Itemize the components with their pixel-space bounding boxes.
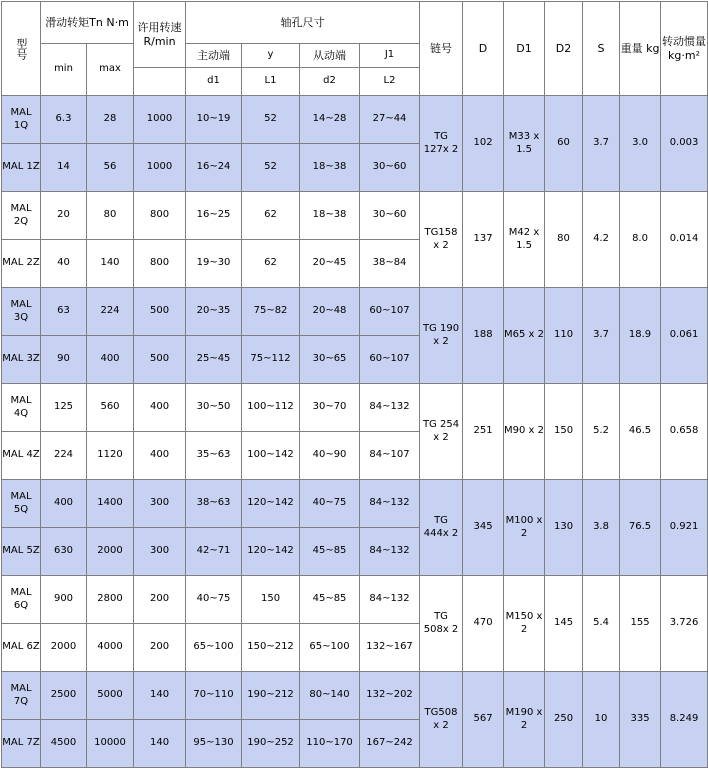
header-S: S [583,2,620,96]
d1-cell: 10~19 [186,96,242,144]
torque-max-cell: 80 [87,192,134,240]
d2-cell: 20~48 [300,288,360,336]
d2-cell: 40~90 [300,432,360,480]
d2-cell: 20~45 [300,240,360,288]
model-cell: MAL 3Z [2,336,41,384]
torque-max-cell: 10000 [87,720,134,768]
l1-cell: 52 [242,96,300,144]
l1-cell: 120~142 [242,480,300,528]
D2-cell: 110 [545,288,583,384]
weight-cell: 76.5 [620,480,661,576]
torque-max-cell: 2800 [87,576,134,624]
model-cell: MAL 4Z [2,432,41,480]
torque-min-cell: 4500 [41,720,87,768]
weight-cell: 18.9 [620,288,661,384]
d1-cell: 19~30 [186,240,242,288]
d1-cell: 40~75 [186,576,242,624]
d1-cell: 16~25 [186,192,242,240]
speed-cell: 400 [134,432,186,480]
weight-cell: 3.0 [620,96,661,192]
coupling-spec-table [1,1,708,768]
speed-cell: 300 [134,528,186,576]
torque-max-cell: 5000 [87,672,134,720]
l1-cell: 75~82 [242,288,300,336]
model-cell: MAL 5Q [2,480,41,528]
speed-cell: 800 [134,240,186,288]
header-chain: 链号 [420,2,463,96]
weight-cell: 155 [620,576,661,672]
speed-cell: 1000 [134,144,186,192]
torque-max-cell: 1400 [87,480,134,528]
chain-cell: TG 190 x 2 [420,288,463,384]
l2-cell: 60~107 [360,288,420,336]
model-cell: MAL 3Q [2,288,41,336]
chain-cell: TG158 x 2 [420,192,463,288]
D-cell: 137 [463,192,504,288]
D-cell: 567 [463,672,504,768]
model-cell: MAL 7Q [2,672,41,720]
chain-cell: TG508 x 2 [420,672,463,768]
d2-cell: 40~75 [300,480,360,528]
header-torque-max: max [87,44,134,96]
header-speed: 许用转速 R/min [134,2,186,68]
D1-cell: M90 x 2 [504,384,545,480]
d1-cell: 20~35 [186,288,242,336]
spec-table-body [2,96,708,768]
D2-cell: 250 [545,672,583,768]
inertia-cell: 0.014 [661,192,708,288]
d2-cell: 30~70 [300,384,360,432]
d1-cell: 16~24 [186,144,242,192]
torque-max-cell: 56 [87,144,134,192]
inertia-cell: 0.003 [661,96,708,192]
D1-cell: M65 x 2 [504,288,545,384]
D1-cell: M190 x 2 [504,672,545,768]
speed-cell: 400 [134,384,186,432]
torque-min-cell: 20 [41,192,87,240]
l1-cell: 190~212 [242,672,300,720]
model-cell: MAL 2Q [2,192,41,240]
header-l1: L1 [242,68,300,96]
D-cell: 102 [463,96,504,192]
header-d1: d1 [186,68,242,96]
l2-cell: 30~60 [360,144,420,192]
D2-cell: 145 [545,576,583,672]
torque-max-cell: 2000 [87,528,134,576]
d1-cell: 38~63 [186,480,242,528]
l2-cell: 27~44 [360,96,420,144]
l2-cell: 84~132 [360,384,420,432]
chain-cell: TG 254 x 2 [420,384,463,480]
D1-cell: M150 x 2 [504,576,545,672]
d2-cell: 14~28 [300,96,360,144]
d2-cell: 18~38 [300,192,360,240]
model-cell: MAL 4Q [2,384,41,432]
S-cell: 10 [583,672,620,768]
l1-cell: 190~252 [242,720,300,768]
inertia-cell: 0.921 [661,480,708,576]
l1-cell: 100~112 [242,384,300,432]
speed-cell: 500 [134,288,186,336]
l2-cell: 38~84 [360,240,420,288]
l2-cell: 132~202 [360,672,420,720]
D-cell: 188 [463,288,504,384]
l1-cell: 62 [242,192,300,240]
speed-cell: 1000 [134,96,186,144]
torque-min-cell: 630 [41,528,87,576]
torque-min-cell: 40 [41,240,87,288]
d2-cell: 80~140 [300,672,360,720]
torque-min-cell: 125 [41,384,87,432]
S-cell: 4.2 [583,192,620,288]
d2-cell: 45~85 [300,576,360,624]
table-row [2,96,708,144]
torque-min-cell: 6.3 [41,96,87,144]
d2-cell: 30~65 [300,336,360,384]
inertia-cell: 0.658 [661,384,708,480]
header-D: D [463,2,504,96]
D2-cell: 80 [545,192,583,288]
speed-cell: 140 [134,720,186,768]
table-row [2,288,708,336]
torque-max-cell: 400 [87,336,134,384]
header-bore-j1: J1 [360,44,420,68]
header-torque-min: min [41,44,87,96]
model-cell: MAL 6Z [2,624,41,672]
d1-cell: 25~45 [186,336,242,384]
torque-min-cell: 63 [41,288,87,336]
l2-cell: 84~132 [360,480,420,528]
S-cell: 5.4 [583,576,620,672]
d2-cell: 18~38 [300,144,360,192]
D2-cell: 130 [545,480,583,576]
D1-cell: M100 x 2 [504,480,545,576]
header-d2: d2 [300,68,360,96]
l2-cell: 60~107 [360,336,420,384]
table-row [2,384,708,432]
S-cell: 3.8 [583,480,620,576]
speed-cell: 200 [134,576,186,624]
l1-cell: 120~142 [242,528,300,576]
S-cell: 5.2 [583,384,620,480]
header-l2: L2 [360,68,420,96]
torque-max-cell: 560 [87,384,134,432]
d2-cell: 110~170 [300,720,360,768]
D2-cell: 150 [545,384,583,480]
torque-min-cell: 400 [41,480,87,528]
torque-min-cell: 14 [41,144,87,192]
l1-cell: 52 [242,144,300,192]
l2-cell: 167~242 [360,720,420,768]
model-cell: MAL 6Q [2,576,41,624]
l1-cell: 150 [242,576,300,624]
header-inertia: 转动惯量 kg·m² [661,2,708,96]
l1-cell: 150~212 [242,624,300,672]
l2-cell: 132~167 [360,624,420,672]
header-bore: 轴孔尺寸 [186,2,420,44]
model-cell: MAL 7Z [2,720,41,768]
speed-cell: 140 [134,672,186,720]
d2-cell: 65~100 [300,624,360,672]
l2-cell: 84~107 [360,432,420,480]
l2-cell: 84~132 [360,528,420,576]
d1-cell: 42~71 [186,528,242,576]
torque-min-cell: 900 [41,576,87,624]
l2-cell: 84~132 [360,576,420,624]
d1-cell: 65~100 [186,624,242,672]
weight-cell: 8.0 [620,192,661,288]
header-D1: D1 [504,2,545,96]
speed-cell: 800 [134,192,186,240]
d1-cell: 30~50 [186,384,242,432]
table-row [2,672,708,720]
header-bore-y: y [242,44,300,68]
D2-cell: 60 [545,96,583,192]
S-cell: 3.7 [583,288,620,384]
header-speed-spacer [134,68,186,96]
header-bore-driven: 从动端 [300,44,360,68]
l1-cell: 75~112 [242,336,300,384]
torque-max-cell: 1120 [87,432,134,480]
header-weight: 重量 kg [620,2,661,96]
d1-cell: 95~130 [186,720,242,768]
table-row [2,192,708,240]
chain-cell: TG 444x 2 [420,480,463,576]
l1-cell: 62 [242,240,300,288]
d2-cell: 45~85 [300,528,360,576]
torque-min-cell: 90 [41,336,87,384]
D-cell: 251 [463,384,504,480]
torque-max-cell: 140 [87,240,134,288]
table-row [2,576,708,624]
d1-cell: 70~110 [186,672,242,720]
weight-cell: 335 [620,672,661,768]
D-cell: 470 [463,576,504,672]
model-cell: MAL 1Z [2,144,41,192]
header-D2: D2 [545,2,583,96]
D1-cell: M42 x 1.5 [504,192,545,288]
inertia-cell: 0.061 [661,288,708,384]
header-bore-drive: 主动端 [186,44,242,68]
model-cell: MAL 1Q [2,96,41,144]
d1-cell: 35~63 [186,432,242,480]
torque-min-cell: 224 [41,432,87,480]
header-torque: 滑动转矩Tn N·m [41,2,134,44]
torque-max-cell: 28 [87,96,134,144]
torque-max-cell: 4000 [87,624,134,672]
header-model: 型号 [2,2,41,96]
speed-cell: 300 [134,480,186,528]
chain-cell: TG 127x 2 [420,96,463,192]
speed-cell: 500 [134,336,186,384]
speed-cell: 200 [134,624,186,672]
D1-cell: M33 x 1.5 [504,96,545,192]
l1-cell: 100~142 [242,432,300,480]
torque-min-cell: 2000 [41,624,87,672]
torque-max-cell: 224 [87,288,134,336]
D-cell: 345 [463,480,504,576]
table-row [2,480,708,528]
weight-cell: 46.5 [620,384,661,480]
inertia-cell: 8.249 [661,672,708,768]
inertia-cell: 3.726 [661,576,708,672]
l2-cell: 30~60 [360,192,420,240]
torque-min-cell: 2500 [41,672,87,720]
model-cell: MAL 2Z [2,240,41,288]
model-cell: MAL 5Z [2,528,41,576]
S-cell: 3.7 [583,96,620,192]
chain-cell: TG 508x 2 [420,576,463,672]
